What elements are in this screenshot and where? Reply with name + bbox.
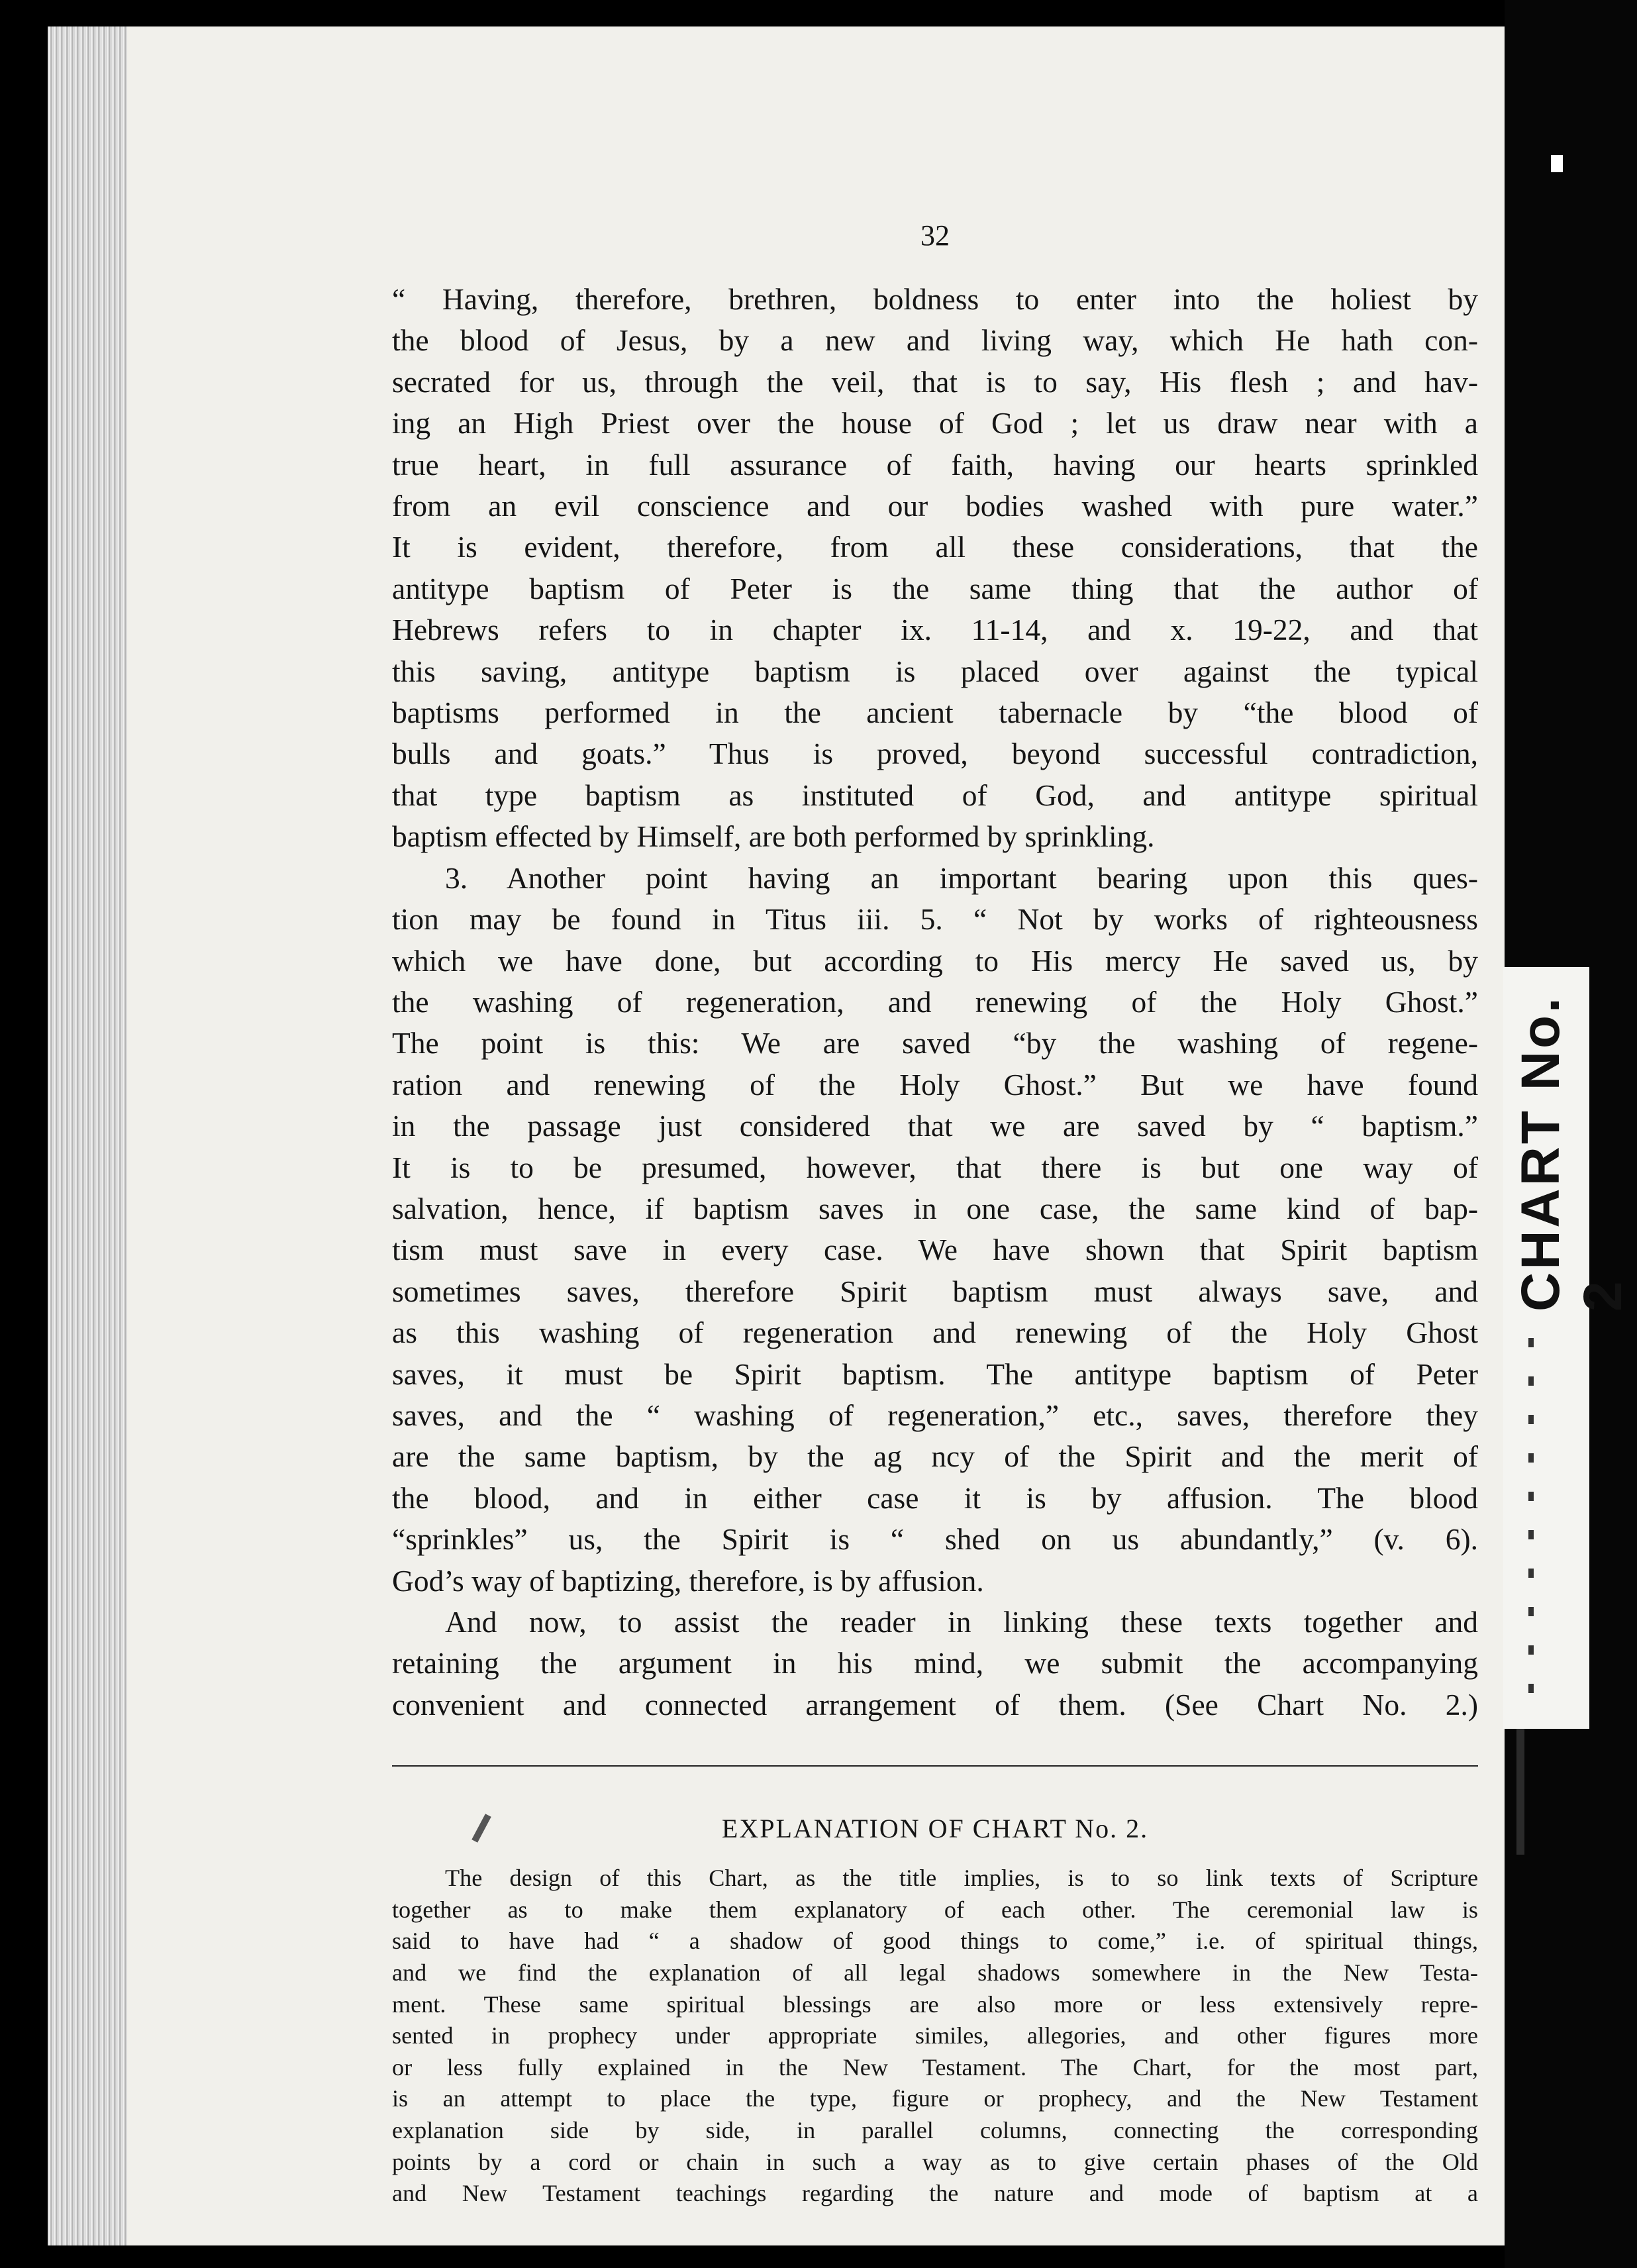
body-line: sometimes saves, therefore Spirit baptism must always save, and bbox=[392, 1274, 1478, 1308]
scan-mark bbox=[1551, 155, 1563, 172]
body-line: the washing of regeneration, and renewing of the Holy Ghost.” bbox=[392, 984, 1478, 1019]
body-line: And now, to assist the reader in linking these texts together and bbox=[445, 1605, 1478, 1639]
explanation-line: is an attempt to place the type, figure or prophecy, and the New Testament bbox=[392, 2085, 1478, 2112]
body-line: which we have done, but according to His mercy He saved us, by bbox=[392, 943, 1478, 978]
body-line: the blood, and in either case it is by affusion. The blood bbox=[392, 1480, 1478, 1515]
body-line: baptisms performed in the ancient tabernacle by “the blood of bbox=[392, 696, 1478, 730]
explanation-line: and we find the explanation of all legal shadows somewhere in the New Testa- bbox=[392, 1959, 1478, 1986]
explanation-line: together as to make them explanatory of each other. The ceremonial law is bbox=[392, 1896, 1478, 1923]
body-line: ration and renewing of the Holy Ghost.” But we have found bbox=[392, 1067, 1478, 1102]
body-line: “ Having, therefore, brethren, boldness to enter into the holiest by bbox=[392, 282, 1478, 316]
body-line: in the passage just considered that we are saved by “ baptism.” bbox=[392, 1109, 1478, 1143]
body-line: salvation, hence, if baptism saves in one case, the same kind of bap- bbox=[392, 1191, 1478, 1225]
body-line: true heart, in full assurance of faith, having our hearts sprinkled bbox=[392, 447, 1478, 482]
body-line: “sprinkles” us, the Spirit is “ shed on us abundantly,” (v. 6). bbox=[392, 1522, 1478, 1557]
body-line: tion may be found in Titus iii. 5. “ Not by works of righteousness bbox=[392, 902, 1478, 937]
explanation-text bbox=[392, 1863, 1478, 2210]
body-line: 3. Another point having an important bearing upon this ques- bbox=[445, 860, 1478, 895]
body-line: ing an High Priest over the house of God ; let us draw near with a bbox=[392, 406, 1478, 440]
body-line: the blood of Jesus, by a new and living way, which He hath con- bbox=[392, 323, 1478, 358]
foldout-chart-edge bbox=[1503, 967, 1633, 1729]
explanation-line: or less fully explained in the New Testament. The Chart, for the most part, bbox=[392, 2053, 1478, 2081]
body-line: It is to be presumed, however, that there is but one way of bbox=[392, 1150, 1478, 1184]
body-line: that type baptism as instituted of God, and antitype spiritual bbox=[392, 778, 1478, 812]
explanation-line: and New Testament teachings regarding the nature and mode of baptism at a bbox=[392, 2180, 1478, 2207]
body-line: Hebrews refers to in chapter ix. 11-14, and x. 19-22, and that bbox=[392, 613, 1478, 647]
page-edges bbox=[48, 26, 127, 2245]
explanation-line: explanation side by side, in parallel columns, connecting the corresponding bbox=[392, 2116, 1478, 2143]
body-line: are the same baptism, by the ag ncy of the Spirit and the merit of bbox=[392, 1439, 1478, 1474]
page-number: 32 bbox=[920, 219, 950, 252]
page-content bbox=[392, 219, 1478, 2210]
body-line: this saving, antitype baptism is placed over against the typical bbox=[392, 654, 1478, 688]
body-line: as this washing of regeneration and renewing of the Holy Ghost bbox=[392, 1315, 1478, 1350]
body-line: tism must save in every case. We have shown that Spirit baptism bbox=[392, 1233, 1478, 1267]
body-line: God’s way of baptizing, therefore, is by affusion. bbox=[392, 1563, 984, 1598]
explanation-heading: EXPLANATION OF CHART No. 2. bbox=[721, 1814, 1149, 1844]
foldout-marks bbox=[1528, 1338, 1534, 1709]
foldout-label: CHART No. 2 bbox=[1511, 995, 1633, 1312]
body-line: The point is this: We are saved “by the washing of regene- bbox=[392, 1026, 1478, 1060]
section-divider bbox=[392, 1765, 1478, 1767]
body-line: retaining the argument in his mind, we submit the accompanying bbox=[392, 1646, 1478, 1680]
explanation-line: sented in prophecy under appropriate similes, allegories, and other figures more bbox=[392, 2022, 1478, 2049]
body-line: convenient and connected arrangement of them. (See Chart No. 2.) bbox=[392, 1687, 1478, 1722]
body-text bbox=[392, 279, 1478, 1726]
body-line: saves, and the “ washing of regeneration,” etc., saves, therefore they bbox=[392, 1398, 1478, 1432]
explanation-line: The design of this Chart, as the title implies, is to so link texts of Scripture bbox=[445, 1865, 1478, 1892]
explanation-line: said to have had “ a shadow of good things to come,” i.e. of spiritual things, bbox=[392, 1928, 1478, 1955]
body-line: antitype baptism of Peter is the same thing that the author of bbox=[392, 571, 1478, 605]
explanation-line: points by a cord or chain in such a way as to give certain phases of the Old bbox=[392, 2148, 1478, 2175]
book-page bbox=[48, 26, 1505, 2245]
body-line: baptism effected by Himself, are both performed by sprinkling. bbox=[392, 819, 1155, 854]
body-line: from an evil conscience and our bodies washed with pure water.” bbox=[392, 489, 1478, 523]
explanation-line: ment. These same spiritual blessings are also more or less extensively repre- bbox=[392, 1990, 1478, 2018]
body-line: bulls and goats.” Thus is proved, beyond successful contradiction, bbox=[392, 737, 1478, 771]
body-line: It is evident, therefore, from all these considerations, that the bbox=[392, 530, 1478, 564]
body-line: saves, it must be Spirit baptism. The antitype baptism of Peter bbox=[392, 1357, 1478, 1391]
body-line: secrated for us, through the veil, that is to say, His flesh ; and hav- bbox=[392, 364, 1478, 399]
